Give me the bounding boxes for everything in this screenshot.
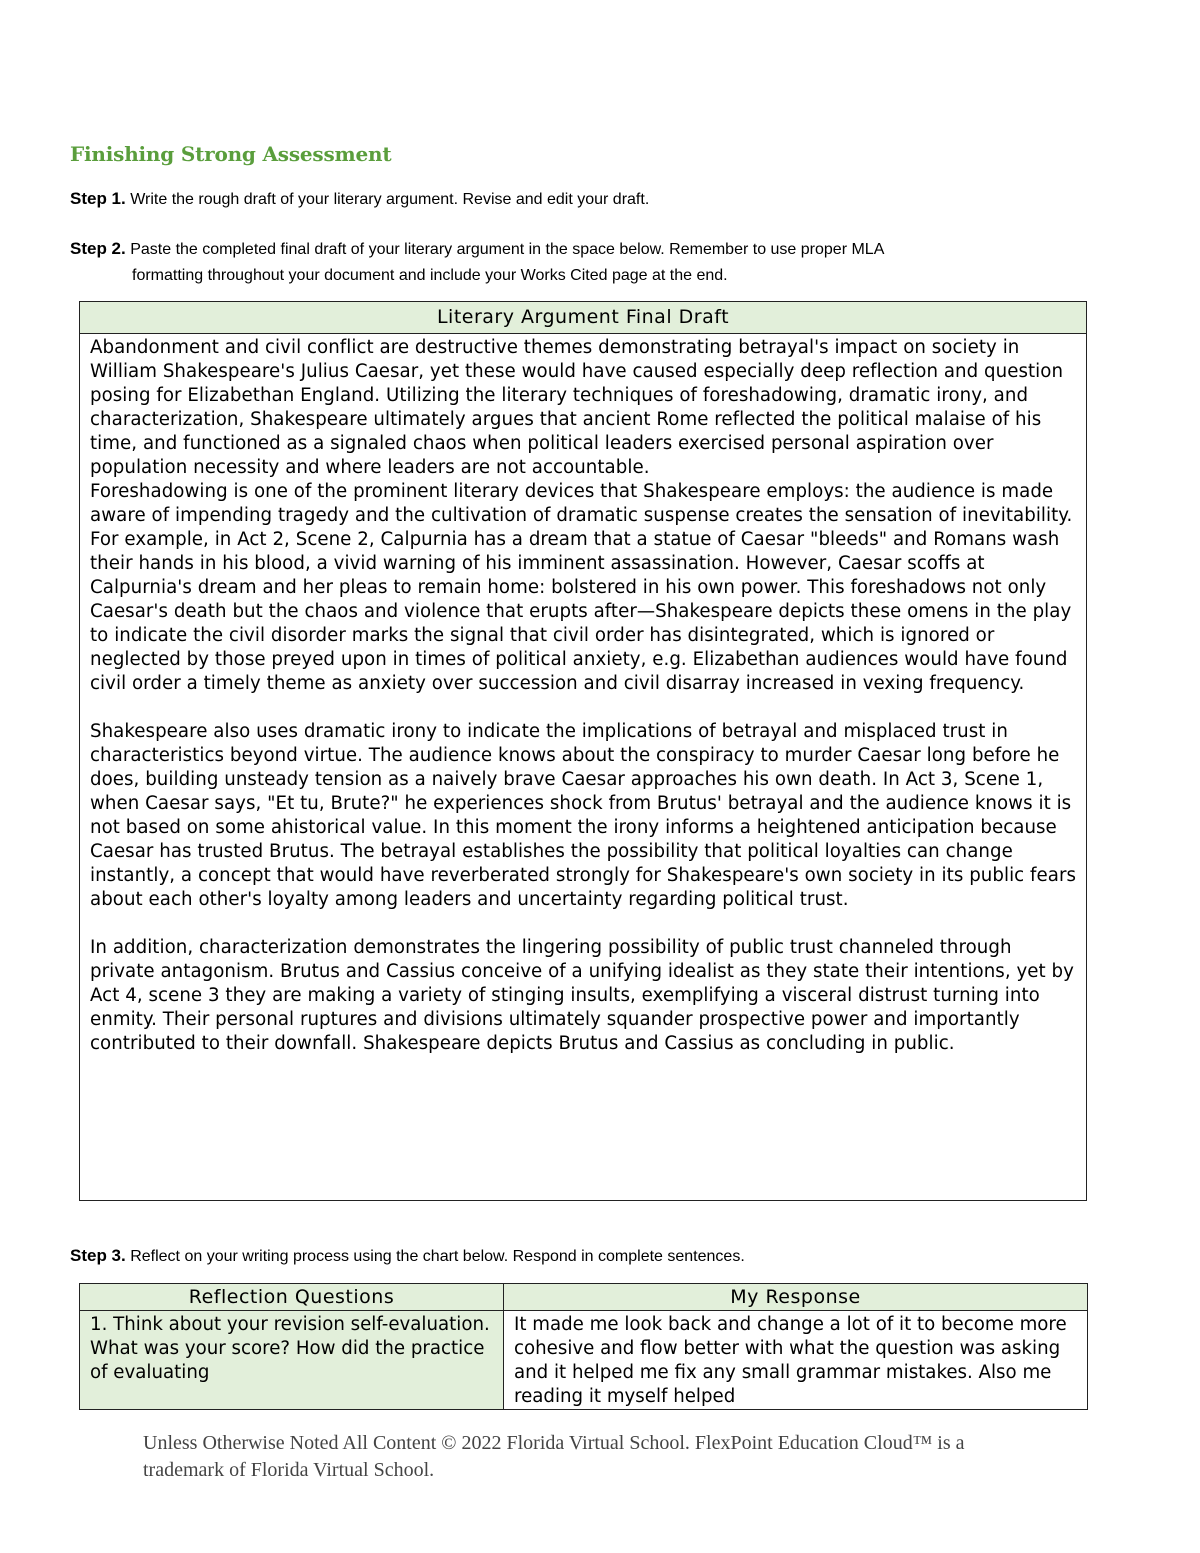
final-draft-header: Literary Argument Final Draft	[80, 302, 1087, 334]
step-1	[70, 186, 649, 213]
copyright-footer: Unless Otherwise Noted All Content © 2022 Florida Virtual School. FlexPoint Education Cloud™ is a trademark of Florida Virtual School.	[143, 1432, 965, 1481]
page-title: Finishing Strong Assessment	[70, 142, 392, 166]
my-response-header: My Response	[504, 1284, 1088, 1311]
draft-paragraph-4: In addition, characterization demonstrates the lingering possibility of public trust channeled through private antagonism. Brutus and Cassius conceive of a unifying idealist as they state their intentions, yet by Act 4, scene 3 they are making a variety of stinging insults, exemplifying a visceral distrust turning into enmity. Their personal ruptures and divisions ultimately squander prospective power and importantly contributed to their downfall. Shakespeare depicts Brutus and Cassius as concluding in public.	[90, 937, 1074, 1054]
step-2	[70, 236, 884, 289]
step-3-text: Reflect on your writing process using the chart below. Respond in complete sentences.	[130, 1248, 745, 1265]
draft-paragraph-2: Foreshadowing is one of the prominent literary devices that Shakespeare employs: the audience is made aware of impending tragedy and the cultivation of dramatic suspense creates the sensation of inevitability. For example, in Act 2, Scene 2, Calpurnia has a dream that a statue of Caesar "bleeds" and Romans wash their hands in his blood, a vivid warning of his imminent assassination. However, Caesar scoffs at Calpurnia's dream and her pleas to remain home: bolstered in his own power. This foreshadows not only Caesar's death but the chaos and violence that erupts after—Shakespeare depicts these omens in the play to indicate the civil disorder marks the signal that civil order has disintegrated, which is ignored or neglected by those preyed upon in times of political anxiety, e.g. Elizabethan audiences would have found civil order a timely theme as anxiety over succession and civil disarray increased in vexing frequency.	[90, 481, 1073, 694]
reflection-table	[79, 1283, 1088, 1410]
step-3-label: Step 3.	[70, 1246, 126, 1265]
draft-paragraph-3: Shakespeare also uses dramatic irony to indicate the implications of betrayal and misplaced trust in characteristics beyond virtue. The audience knows about the conspiracy to murder Caesar long before he does, building unsteady tension as a naively brave Caesar approaches his own death. In Act 3, Scene 1, when Caesar says, "Et tu, Brute?" he experiences shock from Brutus' betrayal and the audience knows it is not based on some ahistorical value. In this moment the irony informs a heightened anticipation because Caesar has trusted Brutus. The betrayal establishes the possibility that political loyalties can change instantly, a concept that would have reverberated strongly for Shakespeare's own society in its public fears about each other's loyalty among leaders and uncertainty regarding political trust.	[90, 721, 1076, 910]
reflection-question-1: 1. Think about your revision self-evaluation. What was your score? How did the practice of evaluating	[80, 1311, 504, 1410]
step-1-label: Step 1.	[70, 189, 126, 208]
reflection-questions-header: Reflection Questions	[80, 1284, 504, 1311]
draft-paragraph-1: Abandonment and civil conflict are destructive themes demonstrating betrayal's impact on society in William Shakespeare's Julius Caesar, yet these would have caused especially deep reflection and question posing for Elizabethan England. Utilizing the literary techniques of foreshadowing, dramatic irony, and characterization, Shakespeare ultimately argues that ancient Rome reflected the political malaise of his time, and functioned as a signaled chaos when political leaders exercised personal aspiration over population necessity and where leaders are not accountable.	[90, 337, 1064, 478]
final-draft-body[interactable]	[80, 334, 1087, 1201]
step-1-text: Write the rough draft of your literary argument. Revise and edit your draft.	[130, 191, 650, 208]
step-2-text: Paste the completed final draft of your literary argument in the space below. Remember to use proper MLA	[130, 241, 885, 258]
step-3	[70, 1243, 745, 1270]
step-2-label: Step 2.	[70, 239, 126, 258]
table-row	[80, 1311, 1088, 1410]
step-2-text-continued: formatting throughout your document and include your Works Cited page at the end.	[132, 267, 728, 284]
final-draft-table	[79, 301, 1087, 1201]
reflection-response-1[interactable]: It made me look back and change a lot of it to become more cohesive and flow better with what the question was asking and it helped me fix any small grammar mistakes. Also me reading it myself helped	[504, 1311, 1088, 1410]
